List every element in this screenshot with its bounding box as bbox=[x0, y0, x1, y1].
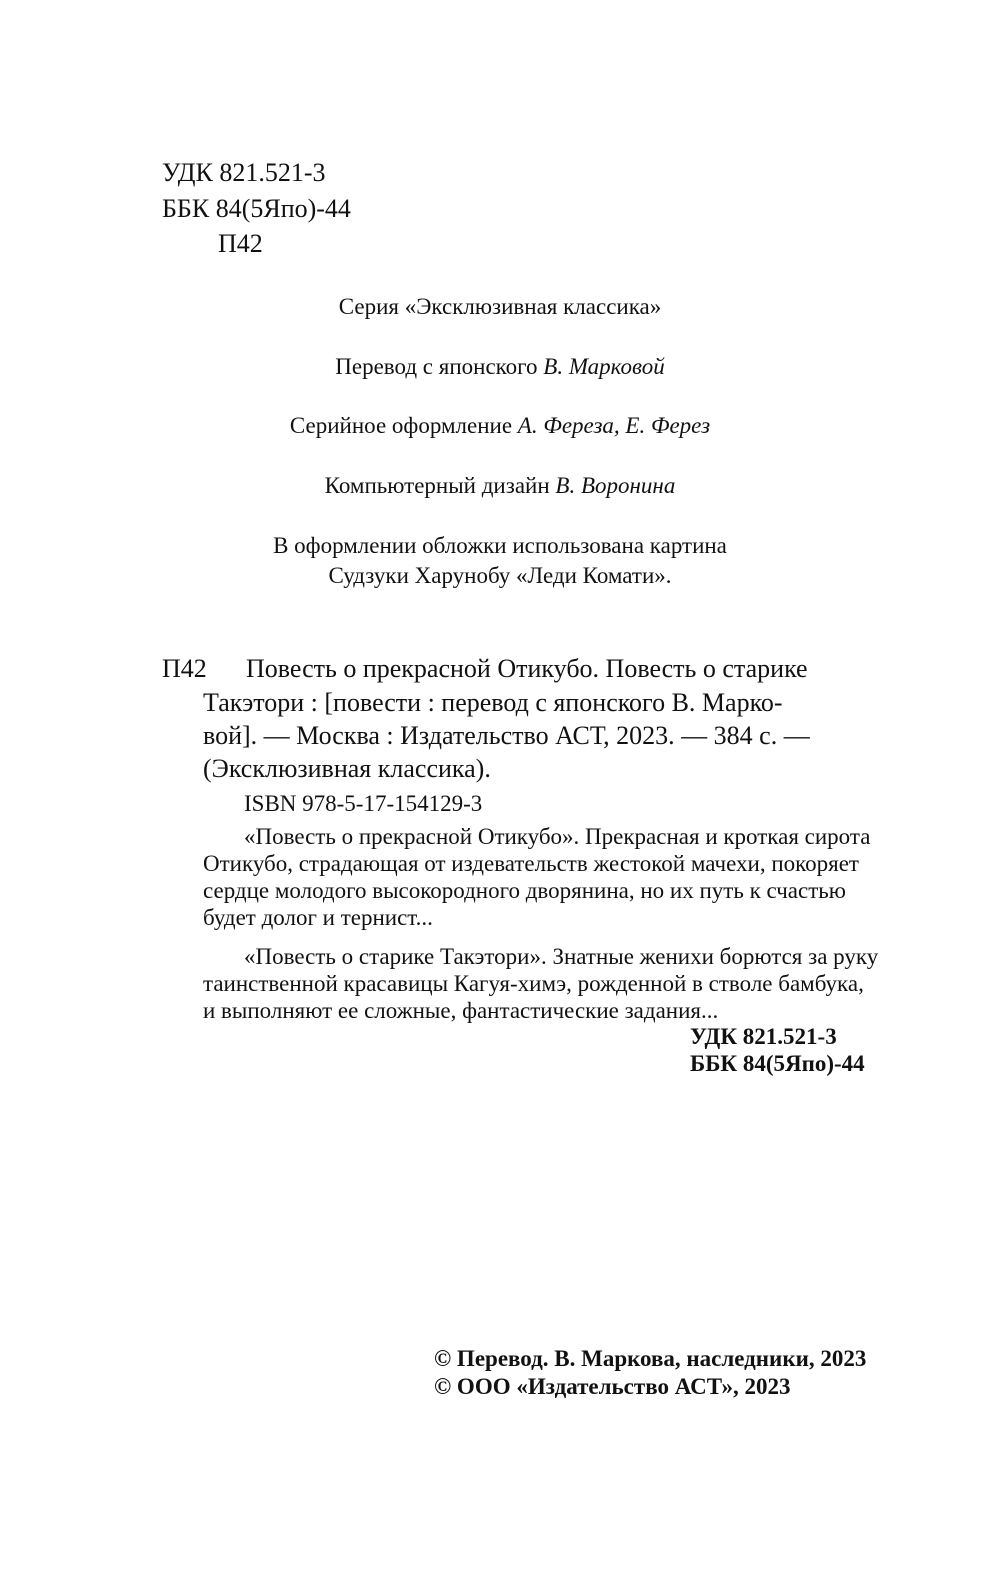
catalog-line: Повесть о прекрасной Отикубо. Повесть о старике bbox=[246, 654, 808, 683]
annotation-line: таинственной красавицы Кагуя-химэ, рожденной в стволе бамбука, bbox=[203, 971, 864, 996]
catalog-bbk: ББК 84(5Япо)-44 bbox=[690, 1051, 865, 1076]
isbn: ISBN 978-5-17-154129-3 bbox=[244, 791, 483, 816]
udk-code: УДК 821.521-3 bbox=[162, 158, 326, 187]
cover-credit-line-2: Судзуки Харунобу «Леди Комати». bbox=[328, 563, 672, 588]
series-designer-name: А. Фереза, Е. Ферез bbox=[517, 413, 711, 438]
bbk-code: ББК 84(5Япо)-44 bbox=[162, 194, 351, 223]
catalog-line: (Эксклюзивная классика). bbox=[203, 754, 491, 783]
translation-label: Перевод с японского bbox=[335, 354, 538, 379]
annotation-line: «Повесть о старике Такэтори». Знатные женихи борются за руку bbox=[244, 944, 879, 969]
computer-designer-name: В. Воронина bbox=[555, 473, 676, 498]
catalog-line: Такэтори : [повести : перевод с японского В. Марко- bbox=[203, 688, 783, 717]
catalog-mark: П42 bbox=[162, 654, 207, 683]
annotation-line: и выполняют ее сложные, фантастические задания... bbox=[203, 998, 719, 1023]
copyright-publisher: © ООО «Издательство АСТ», 2023 bbox=[434, 1374, 791, 1399]
translation-line bbox=[0, 354, 1000, 380]
cover-credit-line-1: В оформлении обложки использована картина bbox=[273, 533, 727, 558]
series-design-label: Серийное оформление bbox=[289, 413, 513, 438]
annotation-line: сердце молодого высокородного дворянина, но их путь к счастью bbox=[203, 878, 846, 903]
computer-design-label: Компьютерный дизайн bbox=[324, 473, 550, 498]
series-design-line bbox=[0, 413, 1000, 439]
annotation-line: будет долог и тернист... bbox=[203, 905, 433, 930]
translator-name: В. Марковой bbox=[543, 354, 665, 379]
copyright-translation: © Перевод. В. Маркова, наследники, 2023 bbox=[434, 1346, 867, 1371]
author-mark: П42 bbox=[218, 229, 263, 258]
annotation-line: Отикубо, страдающая от издевательств жестокой мачехи, покоряет bbox=[203, 851, 859, 876]
computer-design-line bbox=[0, 473, 1000, 499]
catalog-line: вой]. — Москва : Издательство АСТ, 2023. — 384 с. — bbox=[203, 721, 810, 750]
annotation-line: «Повесть о прекрасной Отикубо». Прекрасная и кроткая сирота bbox=[244, 824, 871, 849]
catalog-udk: УДК 821.521-3 bbox=[690, 1024, 837, 1049]
series-line: Серия «Эксклюзивная классика» bbox=[338, 294, 662, 319]
